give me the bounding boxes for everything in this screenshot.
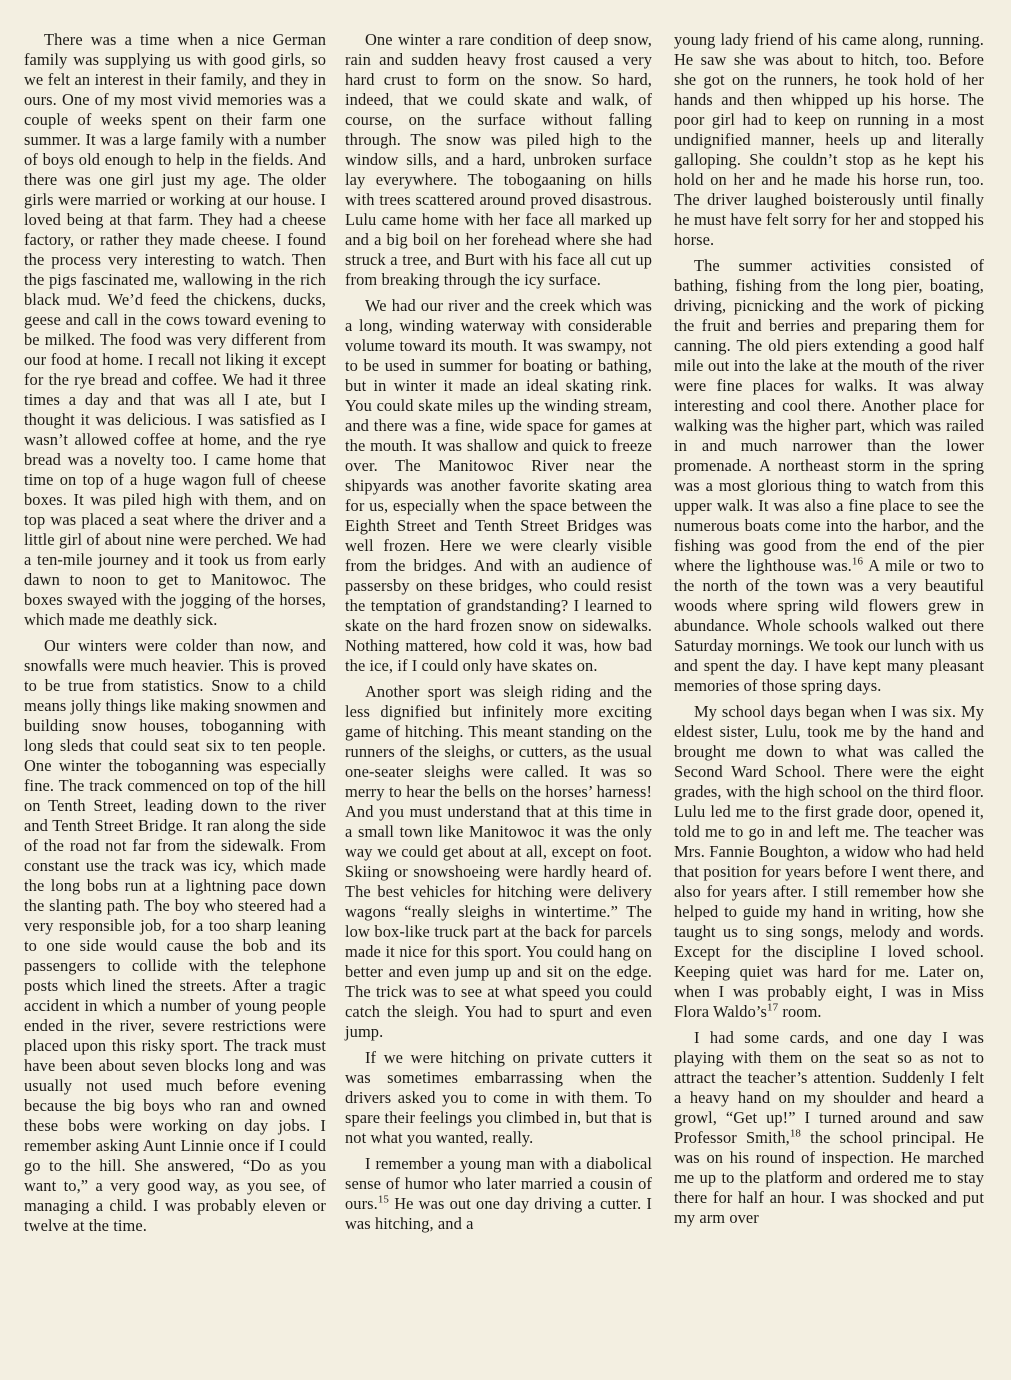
paragraph-text: One winter a rare condition of deep snow, rain and sudden heavy frost caused a very hard crust to form on the snow. So hard, indeed, that we could skate and walk, of course, on the surface without falling through. The snow was piled high to the window sills, and a hard, unbroken surface lay everywhere. The tobogaaning on hills with trees scattered around proved disastrous. Lulu came home with her face all marked up and a big boil on her forehead where she had struck a tree, and Burt with his face all cut up from breaking through the icy surface. xyxy=(345,30,652,289)
paragraph-text: Another sport was sleigh riding and the less dignified but infinitely more exciting game of hitching. This meant standing on the runners of the sleighs, or cutters, as the usual one-seater sleighs were called. It was so merry to hear the bells on the horses’ harness! And you must understand that at this time in a small town like Manitowoc it was the only way we could get about at all, except on foot. Skiing or snowshoeing were hardly heard of. The best vehicles for hitching were delivery wagons “really sleighs in wintertime.” The low box-like truck part at the back for parcels made it nice for this sport. You could hang on better and even jump up and sit on the edge. The trick was to see at what speed you could catch the sleigh. You had to spurt and even jump. xyxy=(345,682,652,1041)
paragraph-text: Our winters were colder than now, and snowfalls were much heavier. This is proved to be true from statistics. Snow to a child means jolly things like making snowmen and building snow houses, toboganning with long sleds that could seat six to ten people. One winter the toboganning was especially fine. The track commenced on top of the hill on Tenth Street, leading down to the river and Tenth Street Bridge. It ran along the side of the road not far from the sidewalk. From constant use the track was icy, which made the long bobs run at a lightning pace down the slanting path. The boy who steered had a very responsible job, for a too sharp leaning to one side would cause the bob and its passengers to collide with the telephone posts which lined the streets. After a tragic accident in which a number of young people ended in the river, severe restrictions were placed upon this risky sport. The track must have been about seven blocks long and was usually not used much before evening because the big boys who ran and owned these bobs were working on day jobs. I remember asking Aunt Linnie once if I could go to the hill. She answered, “Do as you want to,” a very good way, as you see, of managing a child. I was probably eleven or twelve at the time. xyxy=(24,636,326,1235)
paragraph-text: young lady friend of his came along, running. He saw she was about to hitch, too. Before she got on the runners, he took hold of her hands and then whipped up his horse. The poor girl had to keep on running in a most undignified manner, heels up and literally galloping. She couldn’t stop as he kept his hold on her and he made his horse run, too. The driver laughed boisterously until finally he must have felt sorry for her and stopped his horse. xyxy=(674,30,984,249)
paragraph xyxy=(345,682,652,1042)
paragraph-text: He was out one day driving a cutter. I was hitching, and a xyxy=(345,1194,652,1233)
paragraph-text: I had some cards, and one day I was playing with them on the seat so as not to attract the teacher’s attention. Suddenly I felt a heavy hand on my shoulder and heard a growl, “Get up!” I turned around and saw Professor Smith, xyxy=(674,1028,984,1147)
paragraph xyxy=(345,30,652,290)
paragraph-text: We had our river and the creek which was a long, winding waterway with considerable volume toward its mouth. It was swampy, not to be used in summer for boating or bathing, but in winter it made an ideal skating rink. You could skate miles up the winding stream, and there was a fine, wide space for games at the mouth. It was shallow and quick to freeze over. The Manitowoc River near the shipyards was another favorite skating area for us, especially when the space between the Eighth Street and Tenth Street Bridges was well frozen. Here we were clearly visible from the bridges. And with an audience of passersby on these bridges, who could resist the temptation of grandstanding? I learned to skate on the hard frozen snow on sidewalks. Nothing mattered, how cold it was, how bad the ice, if I could only have skates on. xyxy=(345,296,652,675)
paragraph xyxy=(24,30,326,630)
text-column-1 xyxy=(24,30,326,1242)
paragraph-text: The summer activities consisted of bathing, fishing from the long pier, boating, driving, picnicking and the work of picking the fruit and berries and preparing them for canning. The old piers extending a good half mile out into the lake at the mouth of the river were fine places for walks. It was alway interesting and cool there. Another place for walking was the higher part, which was railed in and much narrower than the lower promenade. A northeast storm in the spring was a most glorious thing to watch from this upper walk. It was also a fine place to see the numerous boats come into the harbor, and the fishing was good from the end of the pier where the lighthouse was. xyxy=(674,256,984,575)
paragraph-text: the school principal. He was on his round of inspection. He marched me up to the platform and ordered me to stay there for half an hour. I was shocked and put my arm over xyxy=(674,1128,984,1227)
paragraph-text: If we were hitching on private cutters it was sometimes embarrassing when the drivers asked you to come in with them. To spare their feelings you climbed in, but that is not what you wanted, really. xyxy=(345,1048,652,1147)
text-column-3 xyxy=(674,30,984,1234)
footnote-marker: 16 xyxy=(851,555,864,568)
paragraph-text: I remember a young man with a diabolical sense of humor who later married a cousin of ours. xyxy=(345,1154,652,1213)
paragraph xyxy=(674,702,984,1022)
paragraph-text: My school days began when I was six. My eldest sister, Lulu, took me by the hand and brought me down to what was called the Second Ward School. There were the eight grades, with the high school on the third floor. Lulu led me to the first grade door, opened it, told me to go in and left me. The teacher was Mrs. Fannie Boughton, a widow who had held that position for years before I went there, and also for years after. I still remember how she helped to guide my hand in writing, how she taught us to sing songs, melody and words. Except for the discipline I loved school. Keeping quiet was hard for me. Later on, when I was probably eight, I was in Miss Flora Waldo’s xyxy=(674,702,984,1021)
text-column-2 xyxy=(345,30,652,1240)
footnote-marker: 15 xyxy=(377,1193,390,1206)
paragraph xyxy=(345,296,652,676)
paragraph xyxy=(345,1048,652,1148)
paragraph xyxy=(674,30,984,250)
paragraph xyxy=(674,256,984,696)
paragraph-text: There was a time when a nice German family was supplying us with good girls, so we felt an interest in their family, and they in ours. One of my most vivid memories was a couple of weeks spent on their farm one summer. It was a large family with a number of boys old enough to help in the fields. And there was one girl just my age. The older girls were married or working at our house. I loved being at that farm. They had a cheese factory, or rather they made cheese. I found the process very interesting to watch. Then the pigs fascinated me, wallowing in the rich black mud. We’d feed the chickens, ducks, geese and call in the cows toward evening to be milked. The food was very different from our food at home. I recall not liking it except for the rye bread and coffee. We had it three times a day and that was all I ate, but I thought it was delicious. I was satisfied as I wasn’t allowed coffee at home, and the rye bread was a novelty too. I came home that time on top of a huge wagon full of cheese boxes. It was piled high with them, and on top was placed a seat where the driver and a little girl of about nine were perched. We had a ten-mile journey and it took us from early dawn to noon to get to Manitowoc. The boxes swayed with the jogging of the horses, which made me deathly sick. xyxy=(24,30,326,629)
footnote-marker: 18 xyxy=(789,1127,802,1140)
paragraph xyxy=(24,636,326,1236)
paragraph-text: room. xyxy=(778,1002,822,1021)
paragraph-text: A mile or two to the north of the town was a very beautiful woods where spring wild flowers grew in abundance. Whole schools walked out there Saturday mornings. We took our lunch with us and spent the day. I have kept many pleasant memories of those spring days. xyxy=(674,556,984,695)
paragraph xyxy=(345,1154,652,1234)
footnote-marker: 17 xyxy=(767,1001,779,1014)
paragraph xyxy=(674,1028,984,1228)
